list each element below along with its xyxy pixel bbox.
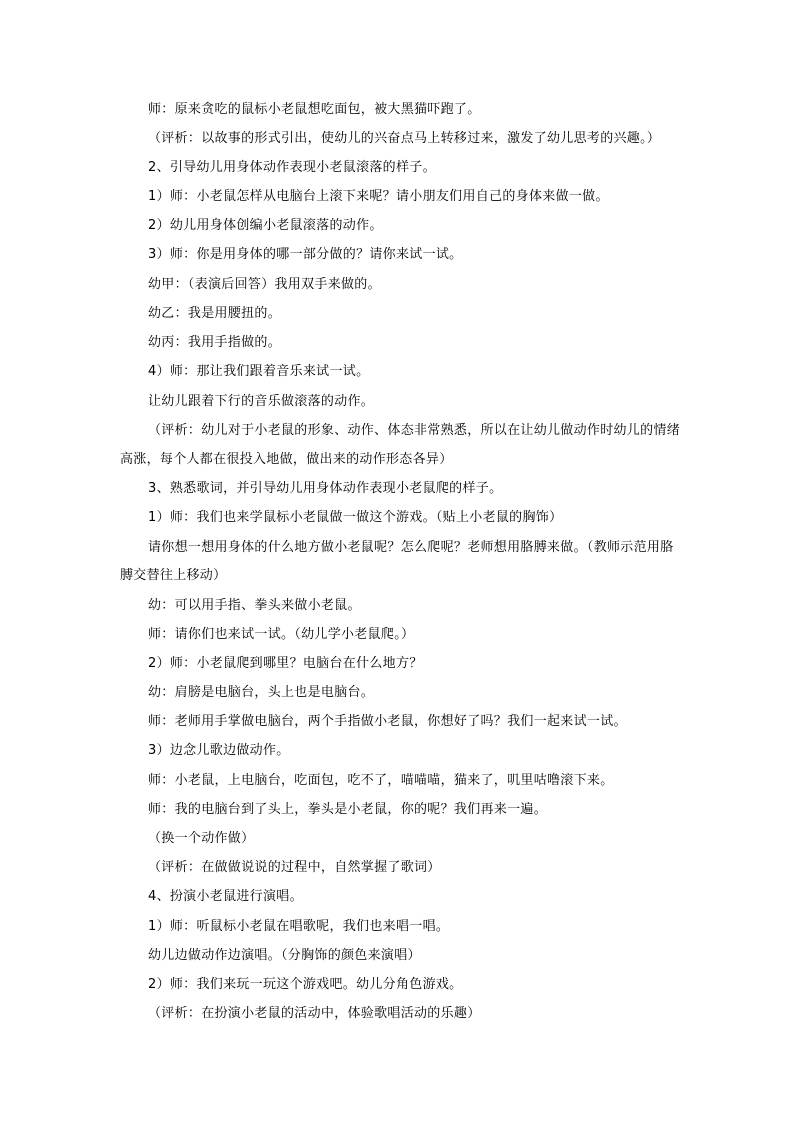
paragraph-line: 1）师：小老鼠怎样从电脑台上滚下来呢？请小朋友们用自己的身体来做一做。 (148, 189, 609, 204)
paragraph-line: 2）师：小老鼠爬到哪里？电脑台在什么地方？ (148, 656, 423, 671)
paragraph-line: （换一个动作做） (148, 831, 255, 846)
paragraph-line: 1）师：我们也来学鼠标小老鼠做一做这个游戏。（贴上小老鼠的胸饰） (148, 510, 563, 525)
paragraph-line: 膊交替往上移动） (120, 568, 227, 583)
paragraph-line: 师：原来贪吃的鼠标小老鼠想吃面包，被大黑猫吓跑了。 (148, 102, 481, 117)
paragraph-line: 幼丙：我用手指做的。 (148, 335, 282, 350)
section-heading: 4、扮演小老鼠进行演唱。 (148, 889, 303, 904)
paragraph-line: 幼儿边做动作边演唱。（分胸饰的颜色来演唱） (148, 948, 421, 963)
paragraph-line: 3）师：你是用身体的哪一部分做的？请你来试一试。 (148, 247, 463, 262)
paragraph-line: 高涨，每个人都在很投入地做，做出来的动作形态各异） (120, 452, 453, 467)
paragraph-line: 1）师：听鼠标小老鼠在唱歌呢，我们也来唱一唱。 (148, 919, 450, 934)
paragraph-line: 请你想一想用身体的什么地方做小老鼠呢？怎么爬呢？老师想用胳膊来做。（教师示范用胳 (148, 540, 674, 555)
paragraph-line: 师：小老鼠，上电脑台，吃面包，吃不了，喵喵喵，猫来了，叽里咕噜滚下来。 (148, 773, 614, 788)
section-heading: 2、引导幼儿用身体动作表现小老鼠滚落的样子。 (148, 160, 436, 175)
paragraph-line: 幼：肩膀是电脑台，头上也是电脑台。 (148, 685, 375, 700)
paragraph-line: （评析：以故事的形式引出，使幼儿的兴奋点马上转移过来，激发了幼儿思考的兴趣。） (148, 131, 661, 146)
paragraph-line: 4）师：那让我们跟着音乐来试一试。 (148, 364, 370, 379)
paragraph-line: 师：老师用手掌做电脑台，两个手指做小老鼠，你想好了吗？我们一起来试一试。 (148, 714, 627, 729)
paragraph-line: 幼甲：（表演后回答）我用双手来做的。 (148, 277, 381, 292)
paragraph-line: （评析：在做做说说的过程中，自然掌握了歌词） (148, 860, 441, 875)
paragraph-line: 2）师：我们来玩一玩这个游戏吧。幼儿分角色游戏。 (148, 977, 463, 992)
section-heading: 3、熟悉歌词，并引导幼儿用身体动作表现小老鼠爬的样子。 (148, 481, 503, 496)
paragraph-line: （评析：在扮演小老鼠的活动中，体验歌唱活动的乐趣） (148, 1006, 481, 1021)
paragraph-line: （评析：幼儿对于小老鼠的形象、动作、体态非常熟悉，所以在让幼儿做动作时幼儿的情绪 (148, 423, 681, 438)
paragraph-line: 师：我的电脑台到了头上，拳头是小老鼠，你的呢？我们再来一遍。 (148, 802, 548, 817)
paragraph-line: 幼：可以用手指、拳头来做小老鼠。 (148, 598, 361, 613)
paragraph-line: 师：请你们也来试一试。（幼儿学小老鼠爬。） (148, 627, 415, 642)
paragraph-line: 3）边念儿歌边做动作。 (148, 743, 290, 758)
paragraph-line: 2）幼儿用身体创编小老鼠滚落的动作。 (148, 218, 383, 233)
paragraph-line: 让幼儿跟着下行的音乐做滚落的动作。 (148, 394, 375, 409)
paragraph-line: 幼乙：我是用腰扭的。 (148, 306, 282, 321)
